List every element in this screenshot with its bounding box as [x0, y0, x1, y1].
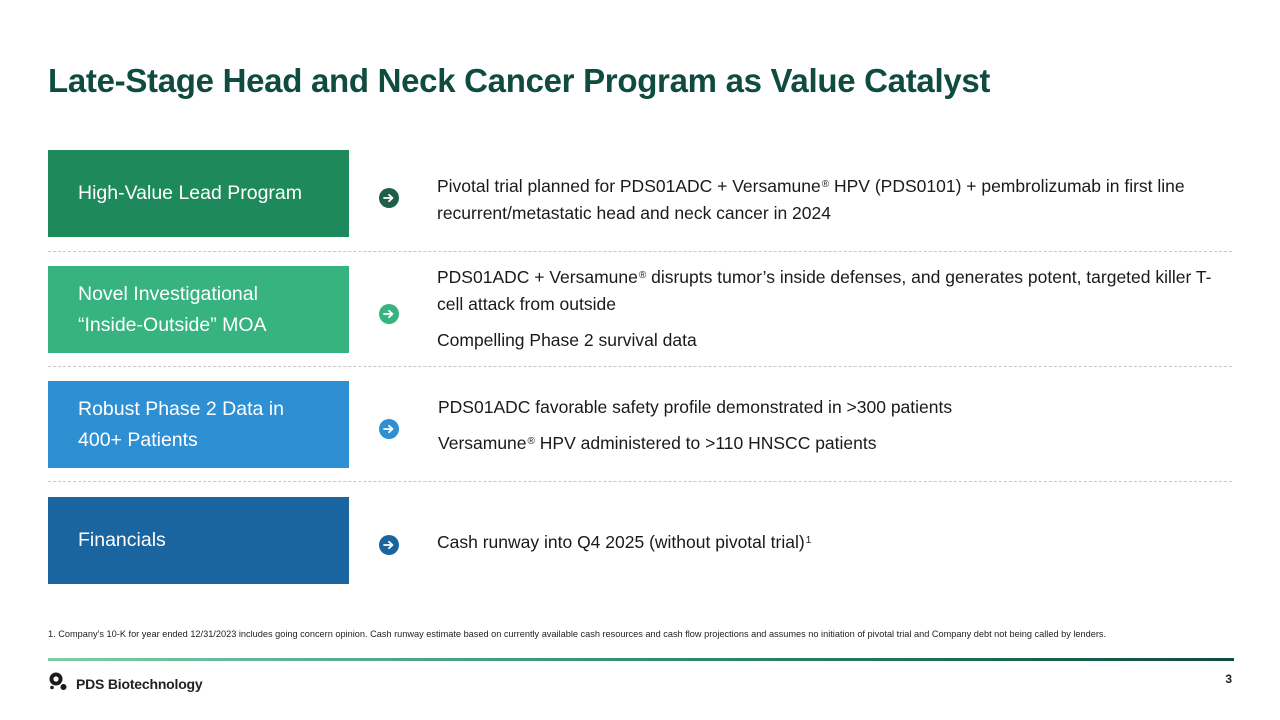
- arrow-right-circle-icon: [379, 188, 399, 208]
- lead-program-text: [437, 173, 1227, 227]
- moa-label-line1: Novel Investigational: [78, 282, 258, 305]
- phase2-label-box: [48, 381, 349, 468]
- bullet-text: Pivotal trial planned for PDS01ADC + Versamune® HPV (PDS0101) + pembrolizumab in first line recurrent/metastatic head and neck cancer in 2024: [437, 176, 1185, 223]
- bullet-text: Cash runway into Q4 2025 (without pivotal trial)$^1$: [437, 532, 812, 552]
- footnote: 1. Company’s 10-K for year ended 12/31/2023 includes going concern opinion. Cash runway estimate based on currently available cash resources and cash flow projections and assumes no initiation of pivotal trial and Company debt not being called by lenders.: [48, 629, 1107, 639]
- bullet-text: Compelling Phase 2 survival data: [437, 330, 697, 350]
- row-phase2-data: [48, 381, 1232, 468]
- page-number: 3: [1225, 672, 1232, 686]
- row-financials: [48, 497, 1232, 584]
- phase2-text: [438, 394, 1228, 457]
- bullet-text: Versamune® HPV administered to >110 HNSCC patients: [438, 433, 877, 453]
- moa-text: [437, 264, 1227, 354]
- footer-rule: [48, 658, 1234, 661]
- financials-label: Financials: [78, 529, 166, 551]
- arrow-right-circle-icon: [379, 304, 399, 324]
- arrow-right-circle-icon: [379, 419, 399, 439]
- phase2-label-line2: 400+ Patients: [78, 428, 198, 451]
- moa-label-line2: “Inside-Outside” MOA: [78, 313, 267, 336]
- slide-title: Late-Stage Head and Neck Cancer Program as Value Catalyst: [48, 62, 991, 99]
- row-lead-program: [48, 150, 1232, 237]
- financials-text: [437, 529, 1227, 556]
- row-divider: [48, 251, 1232, 252]
- lead-program-label-box: [48, 150, 349, 237]
- company-logo: [48, 671, 203, 696]
- company-name: PDS Biotechnology: [76, 675, 203, 692]
- arrow-right-circle-icon: [379, 535, 399, 555]
- pds-logo-icon: [48, 671, 68, 696]
- bullet-text: PDS01ADC favorable safety profile demonstrated in >300 patients: [438, 397, 953, 417]
- row-moa: [48, 266, 1232, 353]
- phase2-label-line1: Robust Phase 2 Data in: [78, 397, 284, 420]
- row-divider: [48, 366, 1232, 367]
- bullet-text: PDS01ADC + Versamune® disrupts tumor’s inside defenses, and generates potent, targeted killer T-cell attack from outside: [437, 267, 1212, 314]
- financials-label-box: [48, 497, 349, 584]
- footnote-ref: 1: [805, 535, 812, 546]
- moa-label-box: [48, 266, 349, 353]
- lead-program-label: High-Value Lead Program: [78, 182, 303, 204]
- row-divider: [48, 481, 1232, 482]
